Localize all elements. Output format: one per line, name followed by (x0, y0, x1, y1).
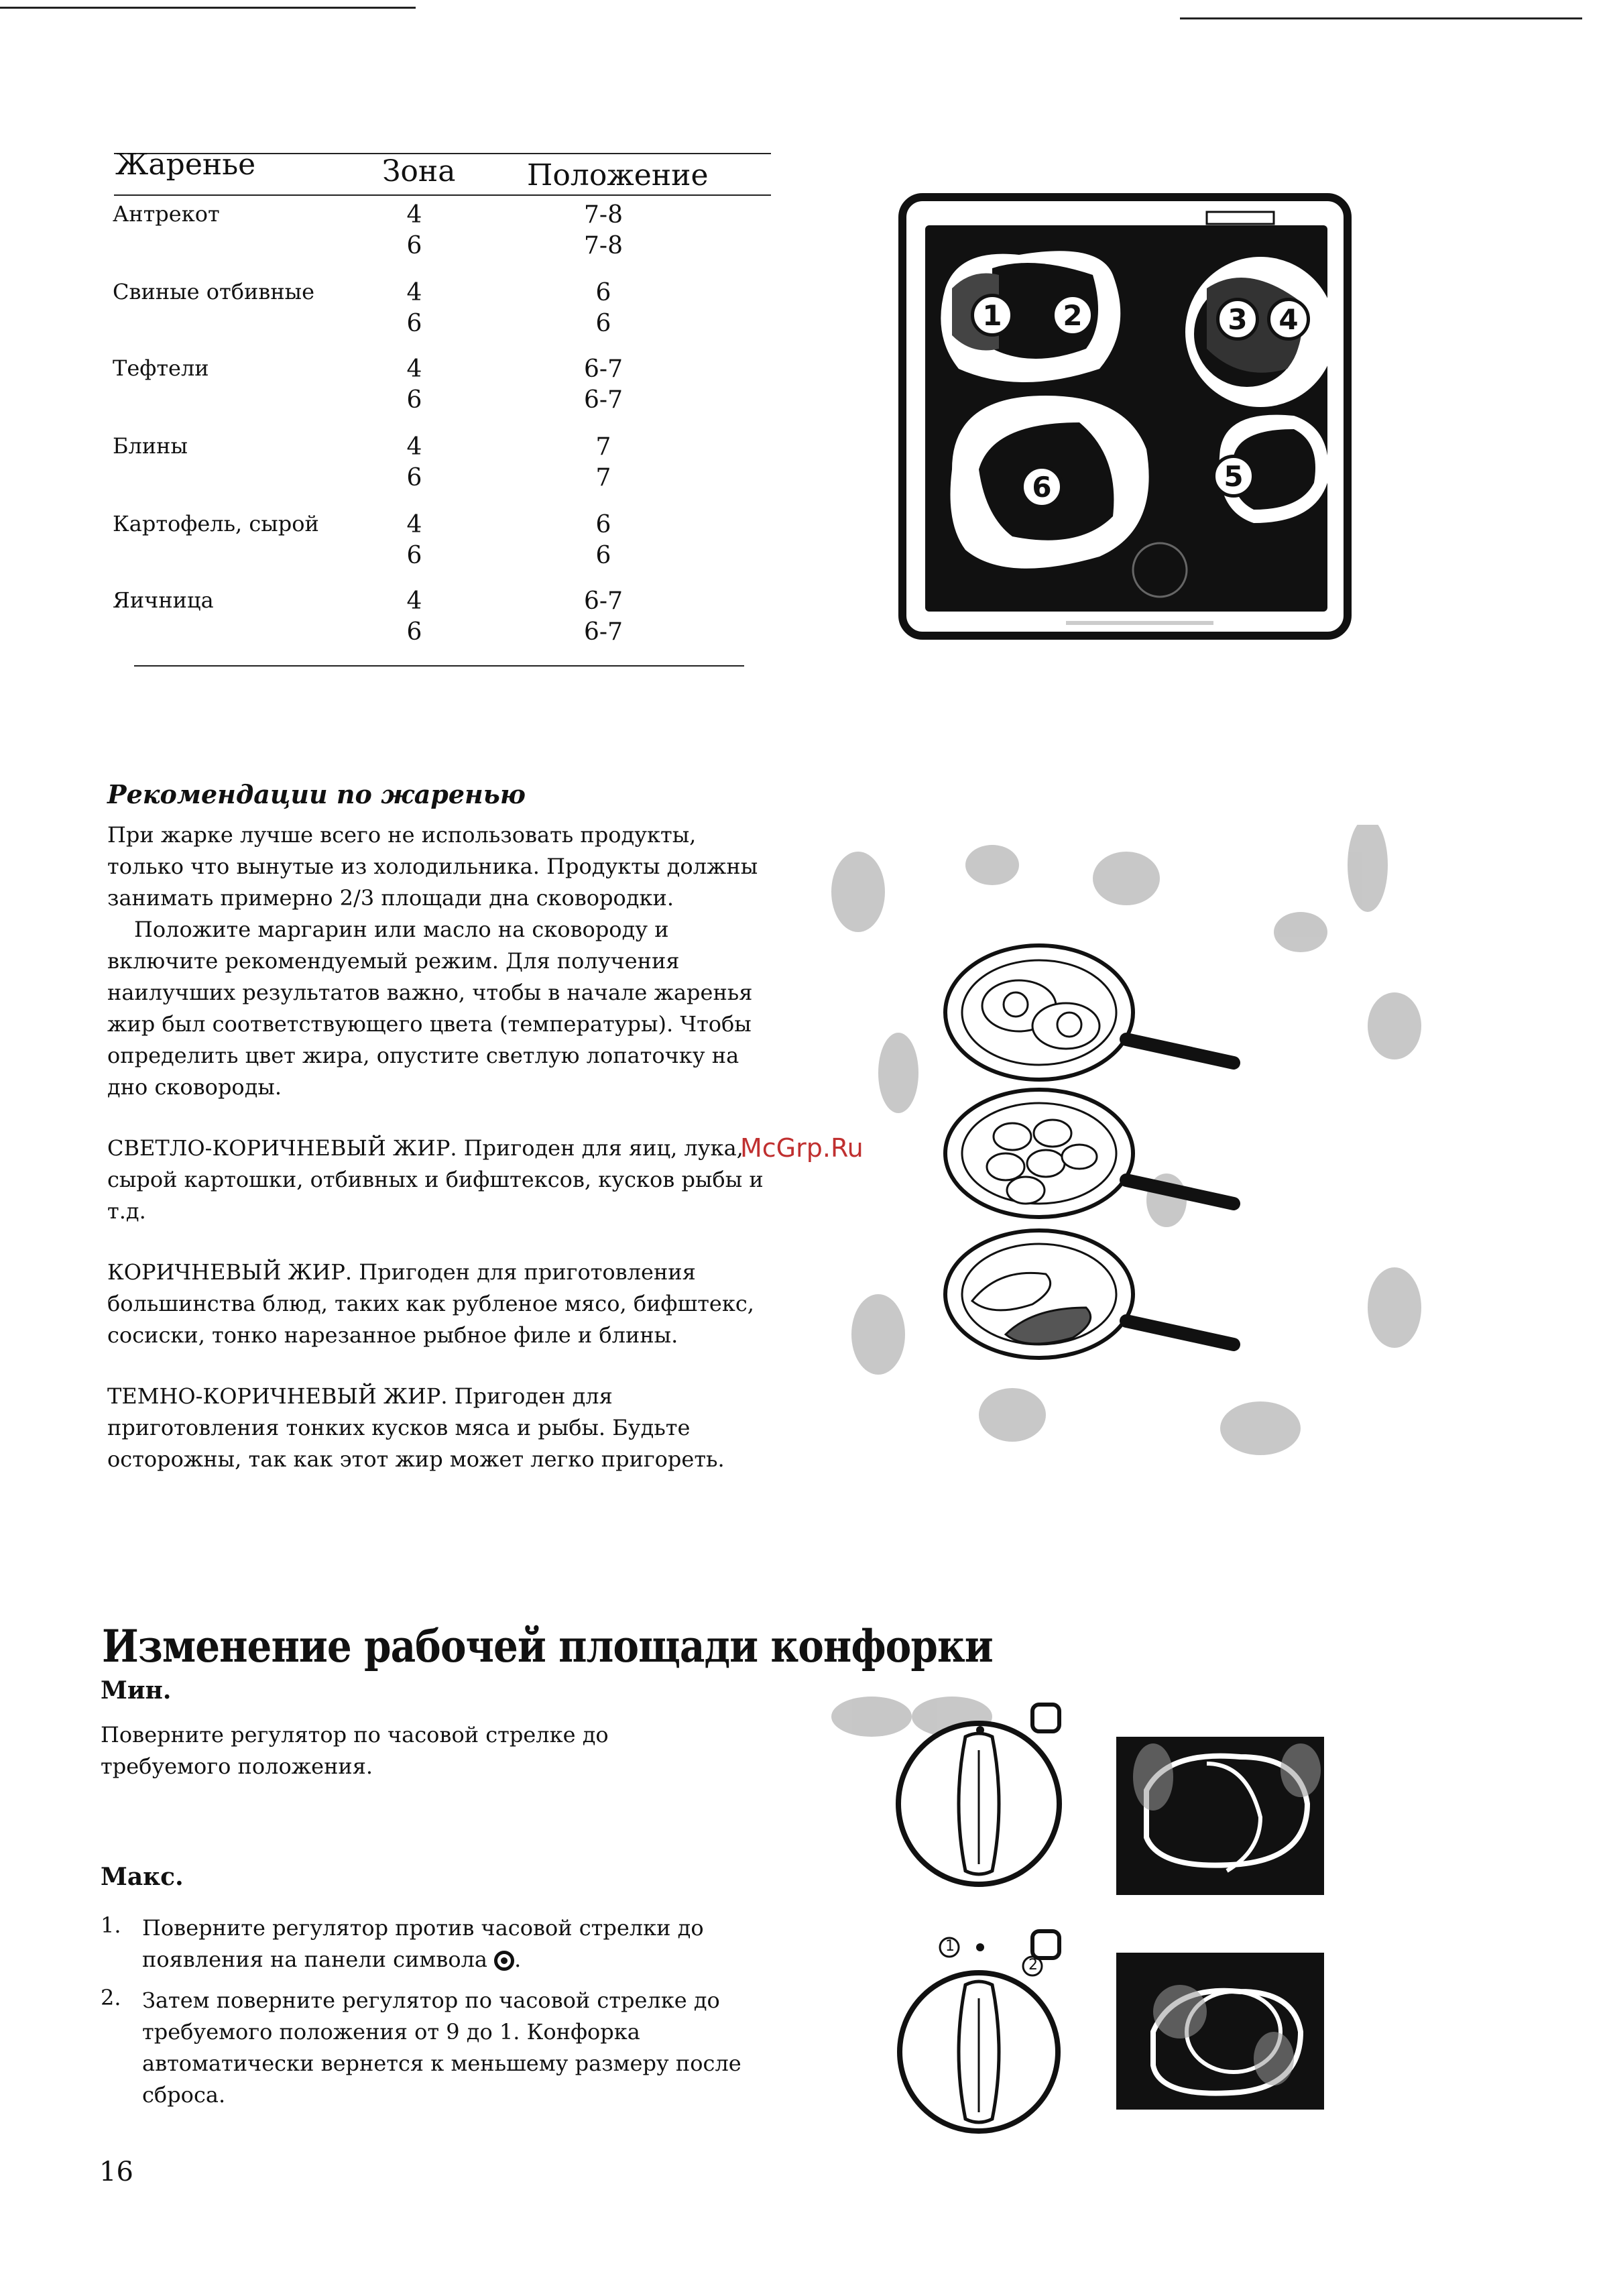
table-row-position: 7 (595, 464, 611, 492)
top-rule-right (1180, 17, 1582, 19)
table-row-zone: 6 (406, 464, 422, 492)
table-row-position: 6 (595, 310, 611, 337)
table-row-position: 7 (595, 433, 611, 461)
table-row-position: 6 (595, 542, 611, 569)
table-row-zone: 4 (406, 511, 422, 538)
max-title: Макс. (101, 1863, 184, 1891)
recommendations-body (107, 819, 764, 1475)
recommendations-title: Рекомендации по жаренью (107, 779, 526, 809)
recommendations-paragraph-4: КОРИЧНЕВЫЙ ЖИР. Пригоден для приготовления большинства блюд, таких как рубленое мясо, бифштекс, сосиски, тонко нарезанное рыбное филе и блины. (107, 1259, 754, 1348)
table-bottom-rule (134, 665, 744, 667)
step-1-text (142, 1912, 746, 1975)
table-row-position: 7-8 (584, 201, 623, 229)
table-row-position: 6-7 (584, 355, 623, 383)
watermark-text: McGrp.Ru (740, 1133, 864, 1163)
table-row-position: 6-7 (584, 386, 623, 414)
header-zone: Зона (382, 154, 456, 188)
min-text: Поверните регулятор по часовой стрелке до требуемого положения. (101, 1722, 609, 1779)
table-row-position: 6 (595, 511, 611, 538)
header-position: Положение (527, 158, 709, 192)
table-row-dish: Картофель, сырой (113, 511, 319, 536)
top-rule-left (0, 7, 416, 9)
table-row-dish: Свиные отбивные (113, 279, 315, 304)
table-row-dish: Тефтели (113, 355, 209, 381)
page-number: 16 (99, 2157, 133, 2187)
recommendations-paragraph-5: ТЕМНО-КОРИЧНЕВЫЙ ЖИР. Пригоден для приготовления тонких кусков мяса и рыбы. Будьте осторожны, так как этот жир может легко пригореть. (107, 1383, 725, 1472)
hob-zone-label-2: 2 (1051, 294, 1094, 337)
step-1-period: . (514, 1947, 522, 1972)
table-row-position: 6-7 (584, 618, 623, 646)
table-row-zone: 4 (406, 355, 422, 383)
hob-zone-label-3: 3 (1216, 298, 1259, 341)
knob-min-illustration (831, 1690, 1341, 1904)
table-row-zone: 6 (406, 618, 422, 646)
hob-zone-label-1: 1 (971, 294, 1014, 337)
recommendations-paragraph-1: При жарке лучше всего не использовать продукты, только что вынутые из холодильника. Продукты должны занимать примерно 2/3 площади дна сковородки. (107, 822, 758, 911)
step-1-label: Поверните регулятор против часовой стрелки до появления на панели символа (142, 1915, 704, 1972)
frying-pans-illustration (818, 825, 1448, 1482)
knob-max-illustration (831, 1918, 1341, 2146)
header-dish: Жаренье (115, 148, 256, 182)
table-row-position: 6-7 (584, 587, 623, 615)
table-row-zone: 4 (406, 201, 422, 229)
table-row-zone: 6 (406, 542, 422, 569)
table-row-dish: Блины (113, 433, 188, 459)
table-row-dish: Антрекот (113, 201, 220, 227)
table-row-zone: 6 (406, 310, 422, 337)
table-row-zone: 4 (406, 279, 422, 306)
zone-change-title: Изменение рабочей площади конфорки (102, 1620, 993, 1673)
table-row-dish: Яичница (113, 587, 214, 613)
hob-zone-label-6: 6 (1020, 465, 1063, 508)
knob-mark-1: 1 (945, 1938, 955, 1955)
step-2-number: 2. (101, 1985, 121, 2010)
table-row-zone: 6 (406, 232, 422, 260)
step-1-number: 1. (101, 1912, 121, 1938)
knob-mark-2: 2 (1028, 1957, 1038, 1973)
hob-zone-label-5: 5 (1212, 455, 1255, 498)
target-circle-icon (494, 1951, 514, 1971)
table-row-position: 6 (595, 279, 611, 306)
header-underline (114, 194, 771, 196)
table-row-zone: 4 (406, 433, 422, 461)
min-title: Мин. (101, 1676, 172, 1705)
table-row-zone: 4 (406, 587, 422, 615)
recommendations-paragraph-3: СВЕТЛО-КОРИЧНЕВЫЙ ЖИР. Пригоден для яиц, лука, сырой картошки, отбивных и бифштексов, кусков рыбы и т.д. (107, 1135, 764, 1224)
recommendations-paragraph-2: Положите маргарин или масло на сковороду и включите рекомендуемый режим. Для получения наилучших результатов важно, чтобы в начале жаренья жир был соответствующего цвета (температуры). Чтобы определить цвет жира, опустите светлую лопаточку на дно сковороды. (107, 917, 753, 1100)
table-row-position: 7-8 (584, 232, 623, 260)
table-row-zone: 6 (406, 386, 422, 414)
step-2-text: Затем поверните регулятор по часовой стрелке до требуемого положения от 9 до 1. Конфорка автоматически вернется к меньшему размеру после сброса. (142, 1988, 741, 2108)
hob-zone-label-4: 4 (1267, 298, 1310, 341)
hob-diagram (892, 188, 1361, 650)
